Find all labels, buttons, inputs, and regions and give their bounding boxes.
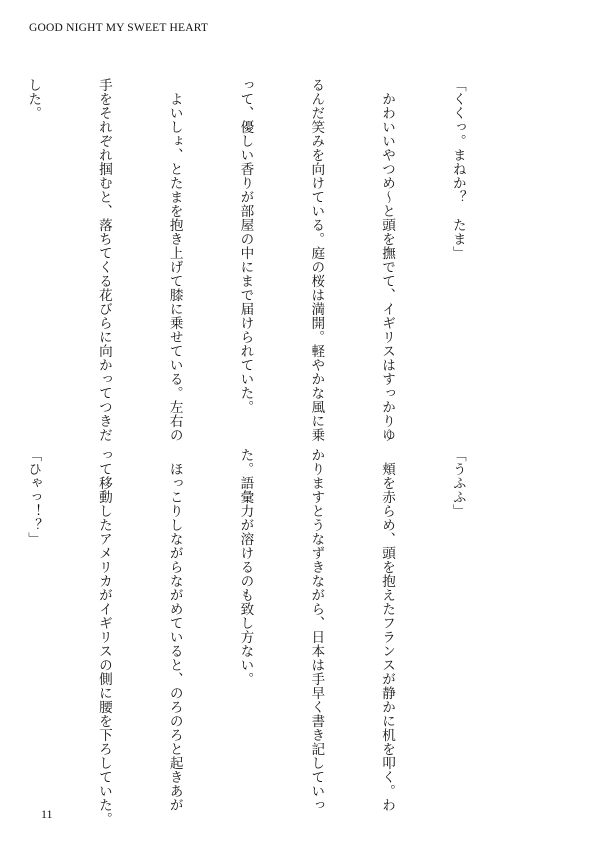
upper-text-block [0, 78, 516, 442]
text-line: るんだ笑みを向けている。庭の桜は満開。軽やかな風に乗 [308, 78, 325, 442]
text-line: って、優しい香りが部屋の中にまで届けられていた。 [237, 78, 254, 414]
text-line: 手をそれぞれ掴むと、落ちてくる花びらに向かってつきだ [95, 78, 112, 442]
text-line: した。 [25, 78, 42, 120]
text-line: 「ひゃっ！？」 [25, 448, 42, 546]
text-line: かりますとうなずきながら、日本は手早く書き記していっ [308, 448, 325, 812]
page-number: 11 [41, 807, 53, 821]
text-line: よいしょ、とたまを抱き上げて膝に乗せている。左右の [166, 78, 183, 442]
text-line: た。語彙力が溶けるのも致し方ない。 [237, 448, 254, 686]
text-line: って移動したアメリカがイギリスの側に腰を下ろしていた。 [95, 448, 112, 826]
text-line: ほっこりしながらながめていると、のろのろと起きあが [166, 448, 183, 812]
running-title: GOOD NIGHT MY SWEET HEART [29, 22, 209, 34]
text-line: かわいいやつめ～と頭を撫でて、イギリスはすっかりゆ [379, 78, 396, 442]
text-line: 頬を赤らめ、頭を抱えたフランスが静かに机を叩く。わ [379, 448, 396, 812]
text-line: 「くくっ。まねか？ たま」 [449, 78, 466, 260]
text-line: 「うふふ」 [449, 448, 466, 518]
